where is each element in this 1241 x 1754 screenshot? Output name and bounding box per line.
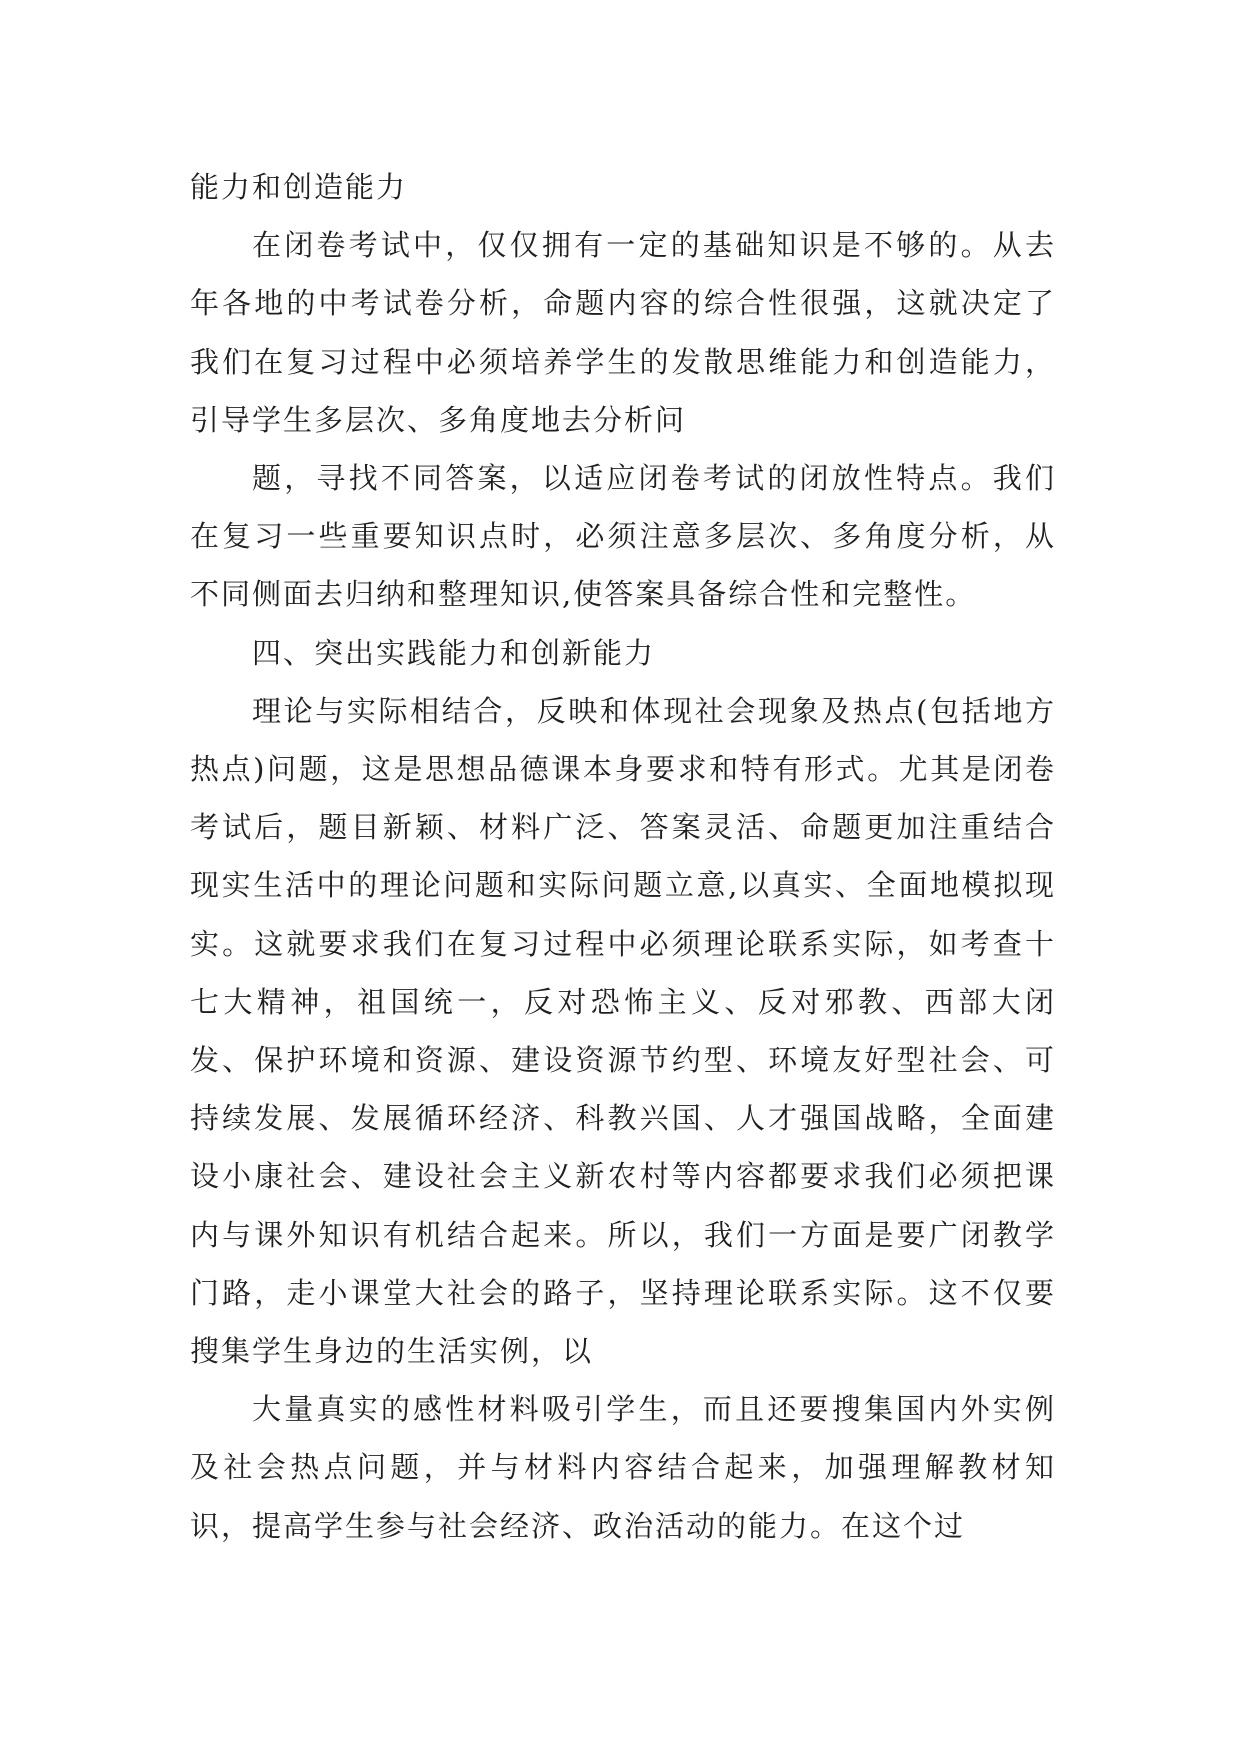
paragraph-continuation: 能力和创造能力 [190,170,408,204]
paragraph-theory-practice: 理论与实际相结合，反映和体现社会现象及热点(包括地方热点)问题，这是思想品德课本身要求和特有形式。尤其是闭卷考试后，题目新颖、材料广泛、答案灵活、命题更加注重结合现实生活中的理论问题和实际问题立意,以真实、全面地模拟现实。这就要求我们在复习过程中必须理论联系实际，如考查十七大精神，祖国统一，反对恐怖主义、反对邪教、西部大闭发、保护环境和资源、建设资源节约型、环境友好型社会、可持续发展、发展循环经济、科教兴国、人才强国战略，全面建设小康社会、建设社会主义新农村等内容都要求我们必须把课内与课外知识有机结合起来。所以，我们一方面是要广闭教学门路，走小课堂大社会的路子，坚持理论联系实际。这不仅要搜集学生身边的生活实例，以 [190,693,1056,1369]
paragraph-different-answers: 题，寻找不同答案，以适应闭卷考试的闭放性特点。我们在复习一些重要知识点时，必须注意多层次、多角度分析，从不同侧面去归纳和整理知识,使答案具备综合性和完整性。 [190,461,1056,612]
paragraph-closed-exam-ability: 在闭卷考试中，仅仅拥有一定的基础知识是不够的。从去年各地的中考试卷分析，命题内容的综合性很强，这就决定了我们在复习过程中必须培养学生的发散思维能力和创造能力，引导学生多层次、多角度地去分析问 [190,228,1056,437]
paragraph-real-materials: 大量真实的感性材料吸引学生，而且还要搜集国内外实例及社会热点问题，并与材料内容结合起来，加强理解教材知识，提高学生参与社会经济、政治活动的能力。在这个过 [190,1392,1056,1543]
document-body [190,158,1056,1555]
section-heading-practice-innovation: 四、突出实践能力和创新能力 [252,635,656,670]
